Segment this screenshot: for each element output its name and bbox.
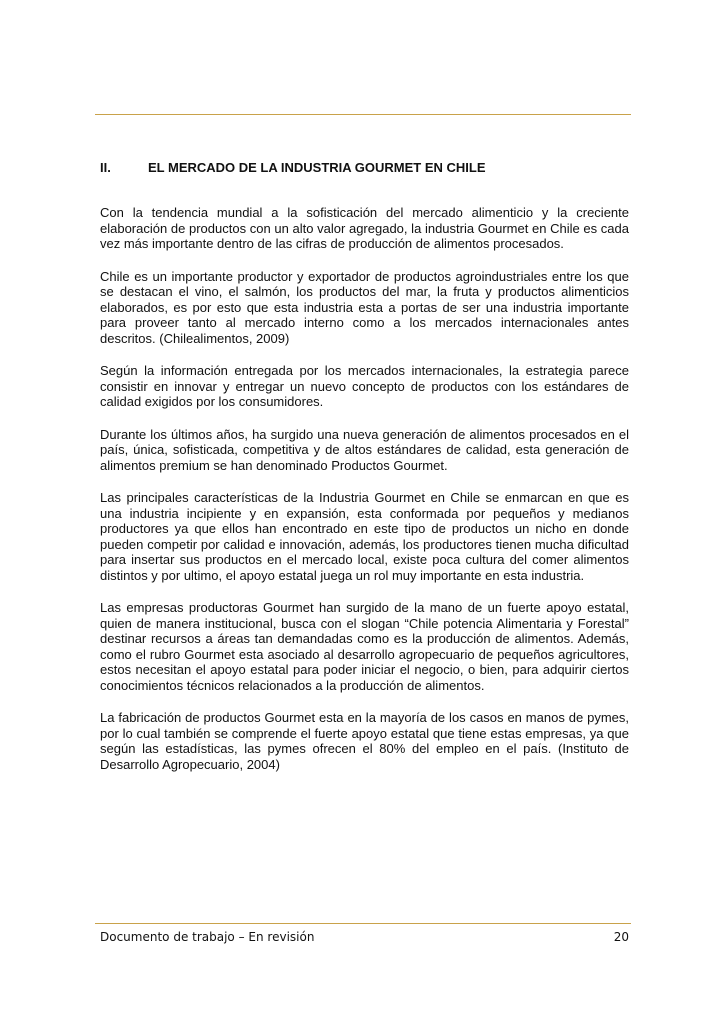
header-rule xyxy=(95,114,631,115)
page-footer xyxy=(100,930,629,944)
section-title: EL MERCADO DE LA INDUSTRIA GOURMET EN CHILE xyxy=(148,160,486,175)
paragraph: Con la tendencia mundial a la sofisticación del mercado alimenticio y la creciente elaboración de productos con un alto valor agregado, la industria Gourmet en Chile es cada vez más importante dentro de las cifras de producción de alimentos procesados. xyxy=(100,205,629,251)
paragraph: Chile es un importante productor y exportador de productos agroindustriales entre los que se destacan el vino, el salmón, los productos del mar, la fruta y productos alimenticios elaborados, es por esto que esta industria esta a portas de ser una industria importante para proveer tanto al mercado interno como a los mercados internacionales antes descritos. (Chilealimentos, 2009) xyxy=(100,268,629,346)
paragraph: Durante los últimos años, ha surgido una nueva generación de alimentos procesados en el país, única, sofisticada, competitiva y de altos estándares de calidad, esta generación de alimentos premium se han denominado Productos Gourmet. xyxy=(100,426,629,473)
footer-rule xyxy=(95,923,631,924)
section-number: II. xyxy=(100,160,111,175)
page-number: 20 xyxy=(613,930,629,944)
paragraph: La fabricación de productos Gourmet esta en la mayoría de los casos en manos de pymes, por lo cual también se comprende el fuerte apoyo estatal que tiene estas empresas, ya que según las estadísticas, las pymes ofrecen el 80% del empleo en el país. (Instituto de Desarrollo Agropecuario, 2004) xyxy=(100,710,629,772)
footer-label: Documento de trabajo – En revisión xyxy=(100,930,315,944)
paragraph: Las empresas productoras Gourmet han surgido de la mano de un fuerte apoyo estatal, quien de manera institucional, busca con el slogan “Chile potencia Alimentaria y Forestal” destinar recursos a áreas tan demandadas como es la producción de alimentos. Además, como el rubro Gourmet esta asociado al desarrollo agropecuario de pequeños agricultores, estos necesitan el apoyo estatal para poder iniciar el negocio, o bien, para adquirir ciertos conocimientos técnicos relacionados a la producción de alimentos. xyxy=(100,600,629,693)
section-heading xyxy=(100,160,630,175)
paragraph: Según la información entregada por los mercados internacionales, la estrategia parece consistir en innovar y entregar un nuevo concepto de productos con los estándares de calidad exigidos por los consumidores. xyxy=(100,363,629,409)
body-text xyxy=(100,205,629,789)
paragraph: Las principales características de la Industria Gourmet en Chile se enmarcan en que es una industria incipiente y en expansión, esta conformada por pequeños y medianos productores ya que ellos han encontrado en este tipo de productos un nicho en donde pueden competir por calidad e innovación, además, los productores tienen mucha dificultad para insertar sus productos en el mercado local, existe poca cultura del comer alimentos distintos y por ultimo, el apoyo estatal juega un rol muy importante en esta industria. xyxy=(100,490,629,583)
